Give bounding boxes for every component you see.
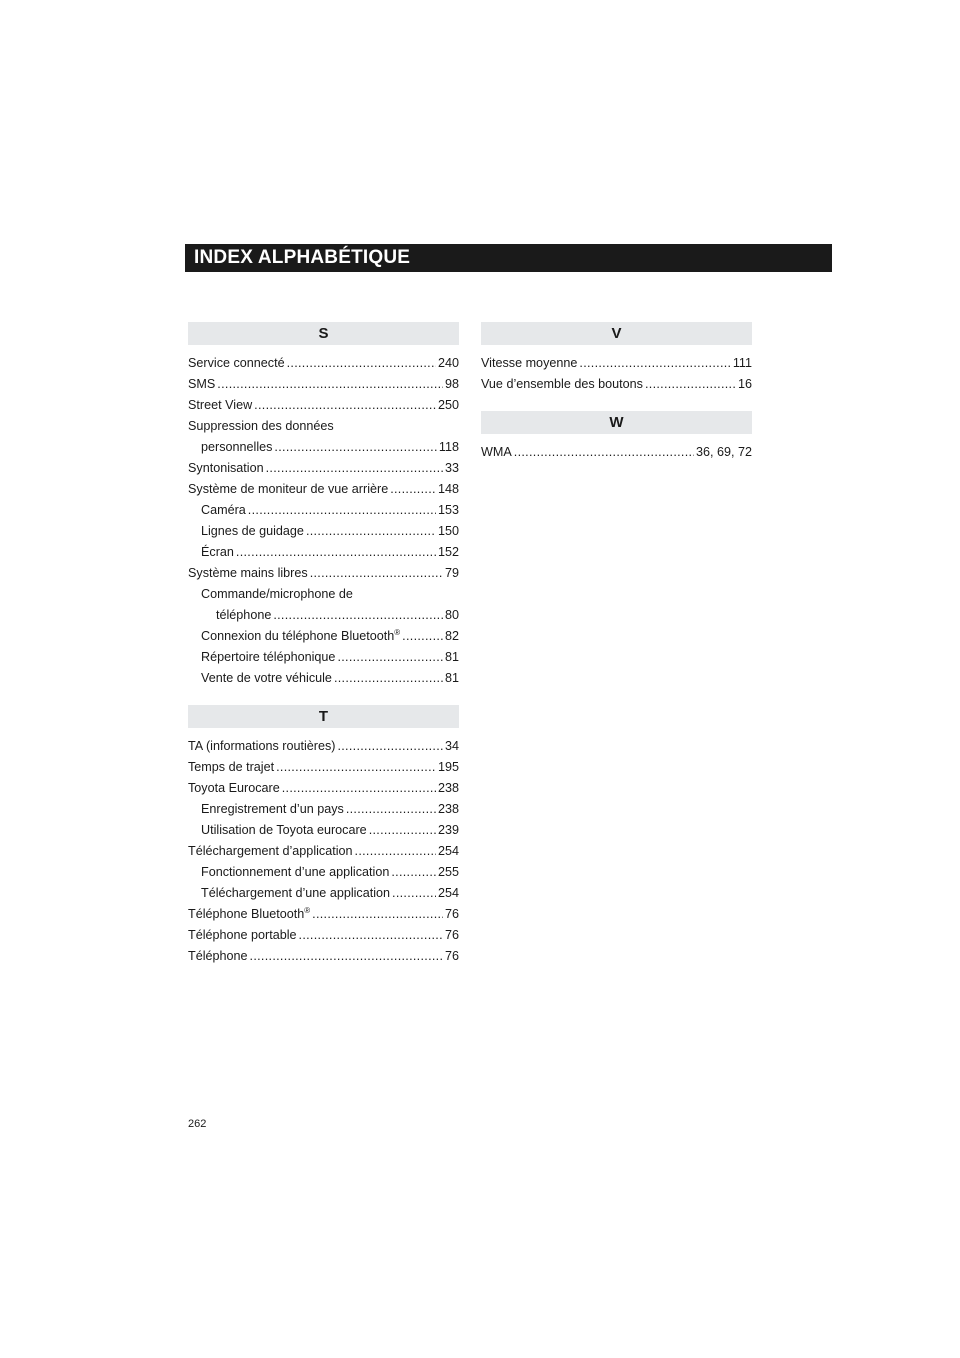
index-entry <box>188 647 459 668</box>
entry-label <box>201 862 389 883</box>
dot-leader <box>248 500 436 521</box>
entry-page-number: 34 <box>444 739 459 753</box>
entry-row <box>201 647 459 668</box>
dot-leader <box>299 925 443 946</box>
entry-page-number: 238 <box>437 802 459 816</box>
index-section <box>188 322 459 689</box>
dot-leader <box>276 757 436 778</box>
entry-page-number: 76 <box>444 949 459 963</box>
section-letter-header: S <box>188 322 459 345</box>
index-entry <box>188 778 459 799</box>
entry-page-number: 254 <box>437 886 459 900</box>
entry-row <box>201 626 459 647</box>
entry-row <box>188 904 459 925</box>
entry-label-text: SMS <box>188 377 216 391</box>
entry-page-number: 81 <box>444 650 459 664</box>
entry-label-text: Vue d’ensemble des boutons <box>481 377 643 391</box>
entry-label <box>201 799 344 820</box>
entry-label-text: Street View <box>188 398 253 412</box>
dot-leader <box>645 374 736 395</box>
entry-page-number: 36, 69, 72 <box>695 445 752 459</box>
index-entry <box>188 395 459 416</box>
entry-row <box>188 757 459 778</box>
entry-page-number: 79 <box>444 566 459 580</box>
entry-label-text: Enregistrement d’un pays <box>201 802 344 816</box>
entry-label <box>201 647 335 668</box>
entry-label <box>188 374 215 395</box>
entry-row <box>188 736 459 757</box>
entry-page-number: 153 <box>437 503 459 517</box>
index-entry <box>188 563 459 584</box>
dot-leader <box>312 904 443 925</box>
dot-leader <box>273 605 443 626</box>
entry-label <box>216 605 271 626</box>
entry-row <box>188 458 459 479</box>
entry-label-line: Suppression des données <box>188 419 334 433</box>
index-entry <box>188 820 459 841</box>
dot-leader <box>402 626 443 647</box>
entry-row <box>188 437 459 458</box>
index-entry <box>188 946 459 967</box>
entry-label <box>201 820 367 841</box>
entry-row <box>188 778 459 799</box>
dot-leader <box>392 883 436 904</box>
entry-page-number: 98 <box>444 377 459 391</box>
dot-leader <box>579 353 730 374</box>
entry-row <box>201 668 459 689</box>
entry-row <box>188 479 459 500</box>
entry-label-text: Téléphone <box>188 949 248 963</box>
entry-label <box>188 925 297 946</box>
index-entry <box>188 500 459 521</box>
entry-row <box>188 353 459 374</box>
dot-leader <box>287 353 436 374</box>
index-entry <box>188 904 459 925</box>
entry-row <box>201 820 459 841</box>
section-letter-header: V <box>481 322 752 345</box>
entry-label-text: Écran <box>201 545 234 559</box>
index-entry <box>481 442 752 463</box>
entry-row <box>201 605 459 626</box>
entry-page-number: 33 <box>444 461 459 475</box>
entry-label <box>188 563 308 584</box>
index-section <box>188 705 459 967</box>
page-title: INDEX ALPHABÉTIQUE <box>194 247 411 268</box>
index-entry <box>188 862 459 883</box>
dot-leader <box>250 946 443 967</box>
entry-label <box>188 736 335 757</box>
entry-label-text: Lignes de guidage <box>201 524 304 538</box>
entry-label-text: Vitesse moyenne <box>481 356 578 370</box>
entry-label <box>188 353 285 374</box>
dot-leader <box>274 437 437 458</box>
entry-row <box>201 500 459 521</box>
entry-page-number: 238 <box>437 781 459 795</box>
entry-row <box>188 925 459 946</box>
dot-leader <box>346 799 436 820</box>
entry-page-number: 195 <box>437 760 459 774</box>
entry-label-text: Système de moniteur de vue arrière <box>188 482 389 496</box>
index-entry <box>188 883 459 904</box>
entry-label-text: personnelles <box>201 440 273 454</box>
dot-leader <box>355 841 436 862</box>
entry-row <box>201 799 459 820</box>
index-section <box>481 322 752 395</box>
section-letter-header: W <box>481 411 752 434</box>
index-column-right <box>481 322 752 463</box>
index-entry <box>188 799 459 820</box>
index-entry <box>188 416 459 458</box>
entry-row <box>481 442 752 463</box>
entry-row <box>201 521 459 542</box>
index-entry <box>188 736 459 757</box>
entry-page-number: 148 <box>437 482 459 496</box>
entry-row <box>201 542 459 563</box>
entry-label-text: téléphone <box>216 608 272 622</box>
dot-leader <box>266 458 443 479</box>
index-entry <box>188 521 459 542</box>
dot-leader <box>514 442 694 463</box>
entry-label-text: Téléchargement d’application <box>188 844 353 858</box>
entry-page-number: 16 <box>737 377 752 391</box>
index-entry <box>188 458 459 479</box>
entry-label <box>188 904 310 925</box>
dot-leader <box>236 542 436 563</box>
entry-page-number: 76 <box>444 928 459 942</box>
index-entry <box>188 353 459 374</box>
index-entry <box>188 757 459 778</box>
entry-label <box>201 542 234 563</box>
entry-page-number: 118 <box>438 440 459 454</box>
entry-label <box>201 521 304 542</box>
entry-row <box>201 862 459 883</box>
entry-label <box>188 778 280 799</box>
entry-row <box>201 883 459 904</box>
entry-row <box>188 374 459 395</box>
dot-leader <box>254 395 436 416</box>
entry-label <box>481 353 577 374</box>
entry-row <box>481 374 752 395</box>
index-entry <box>188 584 459 626</box>
entry-label-text: Système mains libres <box>188 566 308 580</box>
entry-label-text: Temps de trajet <box>188 760 275 774</box>
index-entry <box>188 479 459 500</box>
entry-label-text: Toyota Eurocare <box>188 781 280 795</box>
entry-label <box>188 395 252 416</box>
entry-label-text: Service connecté <box>188 356 285 370</box>
entry-page-number: 82 <box>444 629 459 643</box>
entry-page-number: 111 <box>732 356 752 370</box>
entry-page-number: 250 <box>437 398 459 412</box>
entry-label-text: Répertoire téléphonique <box>201 650 336 664</box>
entry-label <box>188 458 264 479</box>
entry-label-text: TA (informations routières) <box>188 739 336 753</box>
entry-page-number: 254 <box>437 844 459 858</box>
entry-label-text: Connexion du téléphone Bluetooth <box>201 629 395 643</box>
entry-page-number: 255 <box>437 865 459 879</box>
index-entry <box>188 626 459 647</box>
entry-page-number: 80 <box>444 608 459 622</box>
entry-label <box>201 500 246 521</box>
index-entry <box>481 374 752 395</box>
entry-label <box>201 626 400 647</box>
registered-mark: ® <box>304 906 311 915</box>
entry-page-number: 76 <box>444 907 459 921</box>
entry-label <box>201 668 332 689</box>
dot-leader <box>282 778 436 799</box>
dot-leader <box>217 374 443 395</box>
entry-label <box>188 841 353 862</box>
entry-page-number: 150 <box>437 524 459 538</box>
index-entry <box>481 353 752 374</box>
entry-page-number: 81 <box>444 671 459 685</box>
index-column-left <box>188 322 459 967</box>
entry-label <box>201 437 272 458</box>
index-title-banner <box>185 244 832 272</box>
dot-leader <box>334 668 443 689</box>
index-section <box>481 411 752 463</box>
entry-label-text: Syntonisation <box>188 461 264 475</box>
dot-leader <box>306 521 436 542</box>
dot-leader <box>391 862 436 883</box>
entry-page-number: 239 <box>437 823 459 837</box>
entry-row <box>188 946 459 967</box>
entry-row <box>188 563 459 584</box>
entry-label-text: Vente de votre véhicule <box>201 671 332 685</box>
entry-label-text: Téléchargement d’une application <box>201 886 391 900</box>
index-entry <box>188 374 459 395</box>
entry-label-text: WMA <box>481 445 512 459</box>
entry-label-text: Téléphone portable <box>188 928 297 942</box>
dot-leader <box>390 479 436 500</box>
entry-label-text: Caméra <box>201 503 246 517</box>
entry-label <box>481 374 643 395</box>
entry-page-number: 240 <box>437 356 459 370</box>
index-entry <box>188 841 459 862</box>
entry-label-text: Téléphone Bluetooth <box>188 907 305 921</box>
entry-label <box>188 479 388 500</box>
dot-leader <box>337 647 443 668</box>
dot-leader <box>337 736 443 757</box>
entry-row <box>481 353 752 374</box>
entry-label <box>201 883 390 904</box>
page-number: 262 <box>188 1118 207 1130</box>
index-entry <box>188 925 459 946</box>
entry-page-number: 152 <box>437 545 459 559</box>
section-letter-header: T <box>188 705 459 728</box>
index-entry <box>188 542 459 563</box>
entry-label-text: Utilisation de Toyota eurocare <box>201 823 367 837</box>
dot-leader <box>310 563 443 584</box>
entry-row <box>188 395 459 416</box>
entry-label <box>188 946 248 967</box>
entry-row <box>188 841 459 862</box>
registered-mark: ® <box>394 628 401 637</box>
entry-label-line: Commande/microphone de <box>201 587 353 601</box>
entry-label <box>188 757 274 778</box>
entry-label <box>481 442 512 463</box>
index-entry <box>188 668 459 689</box>
entry-label-text: Fonctionnement d’une application <box>201 865 390 879</box>
dot-leader <box>369 820 436 841</box>
